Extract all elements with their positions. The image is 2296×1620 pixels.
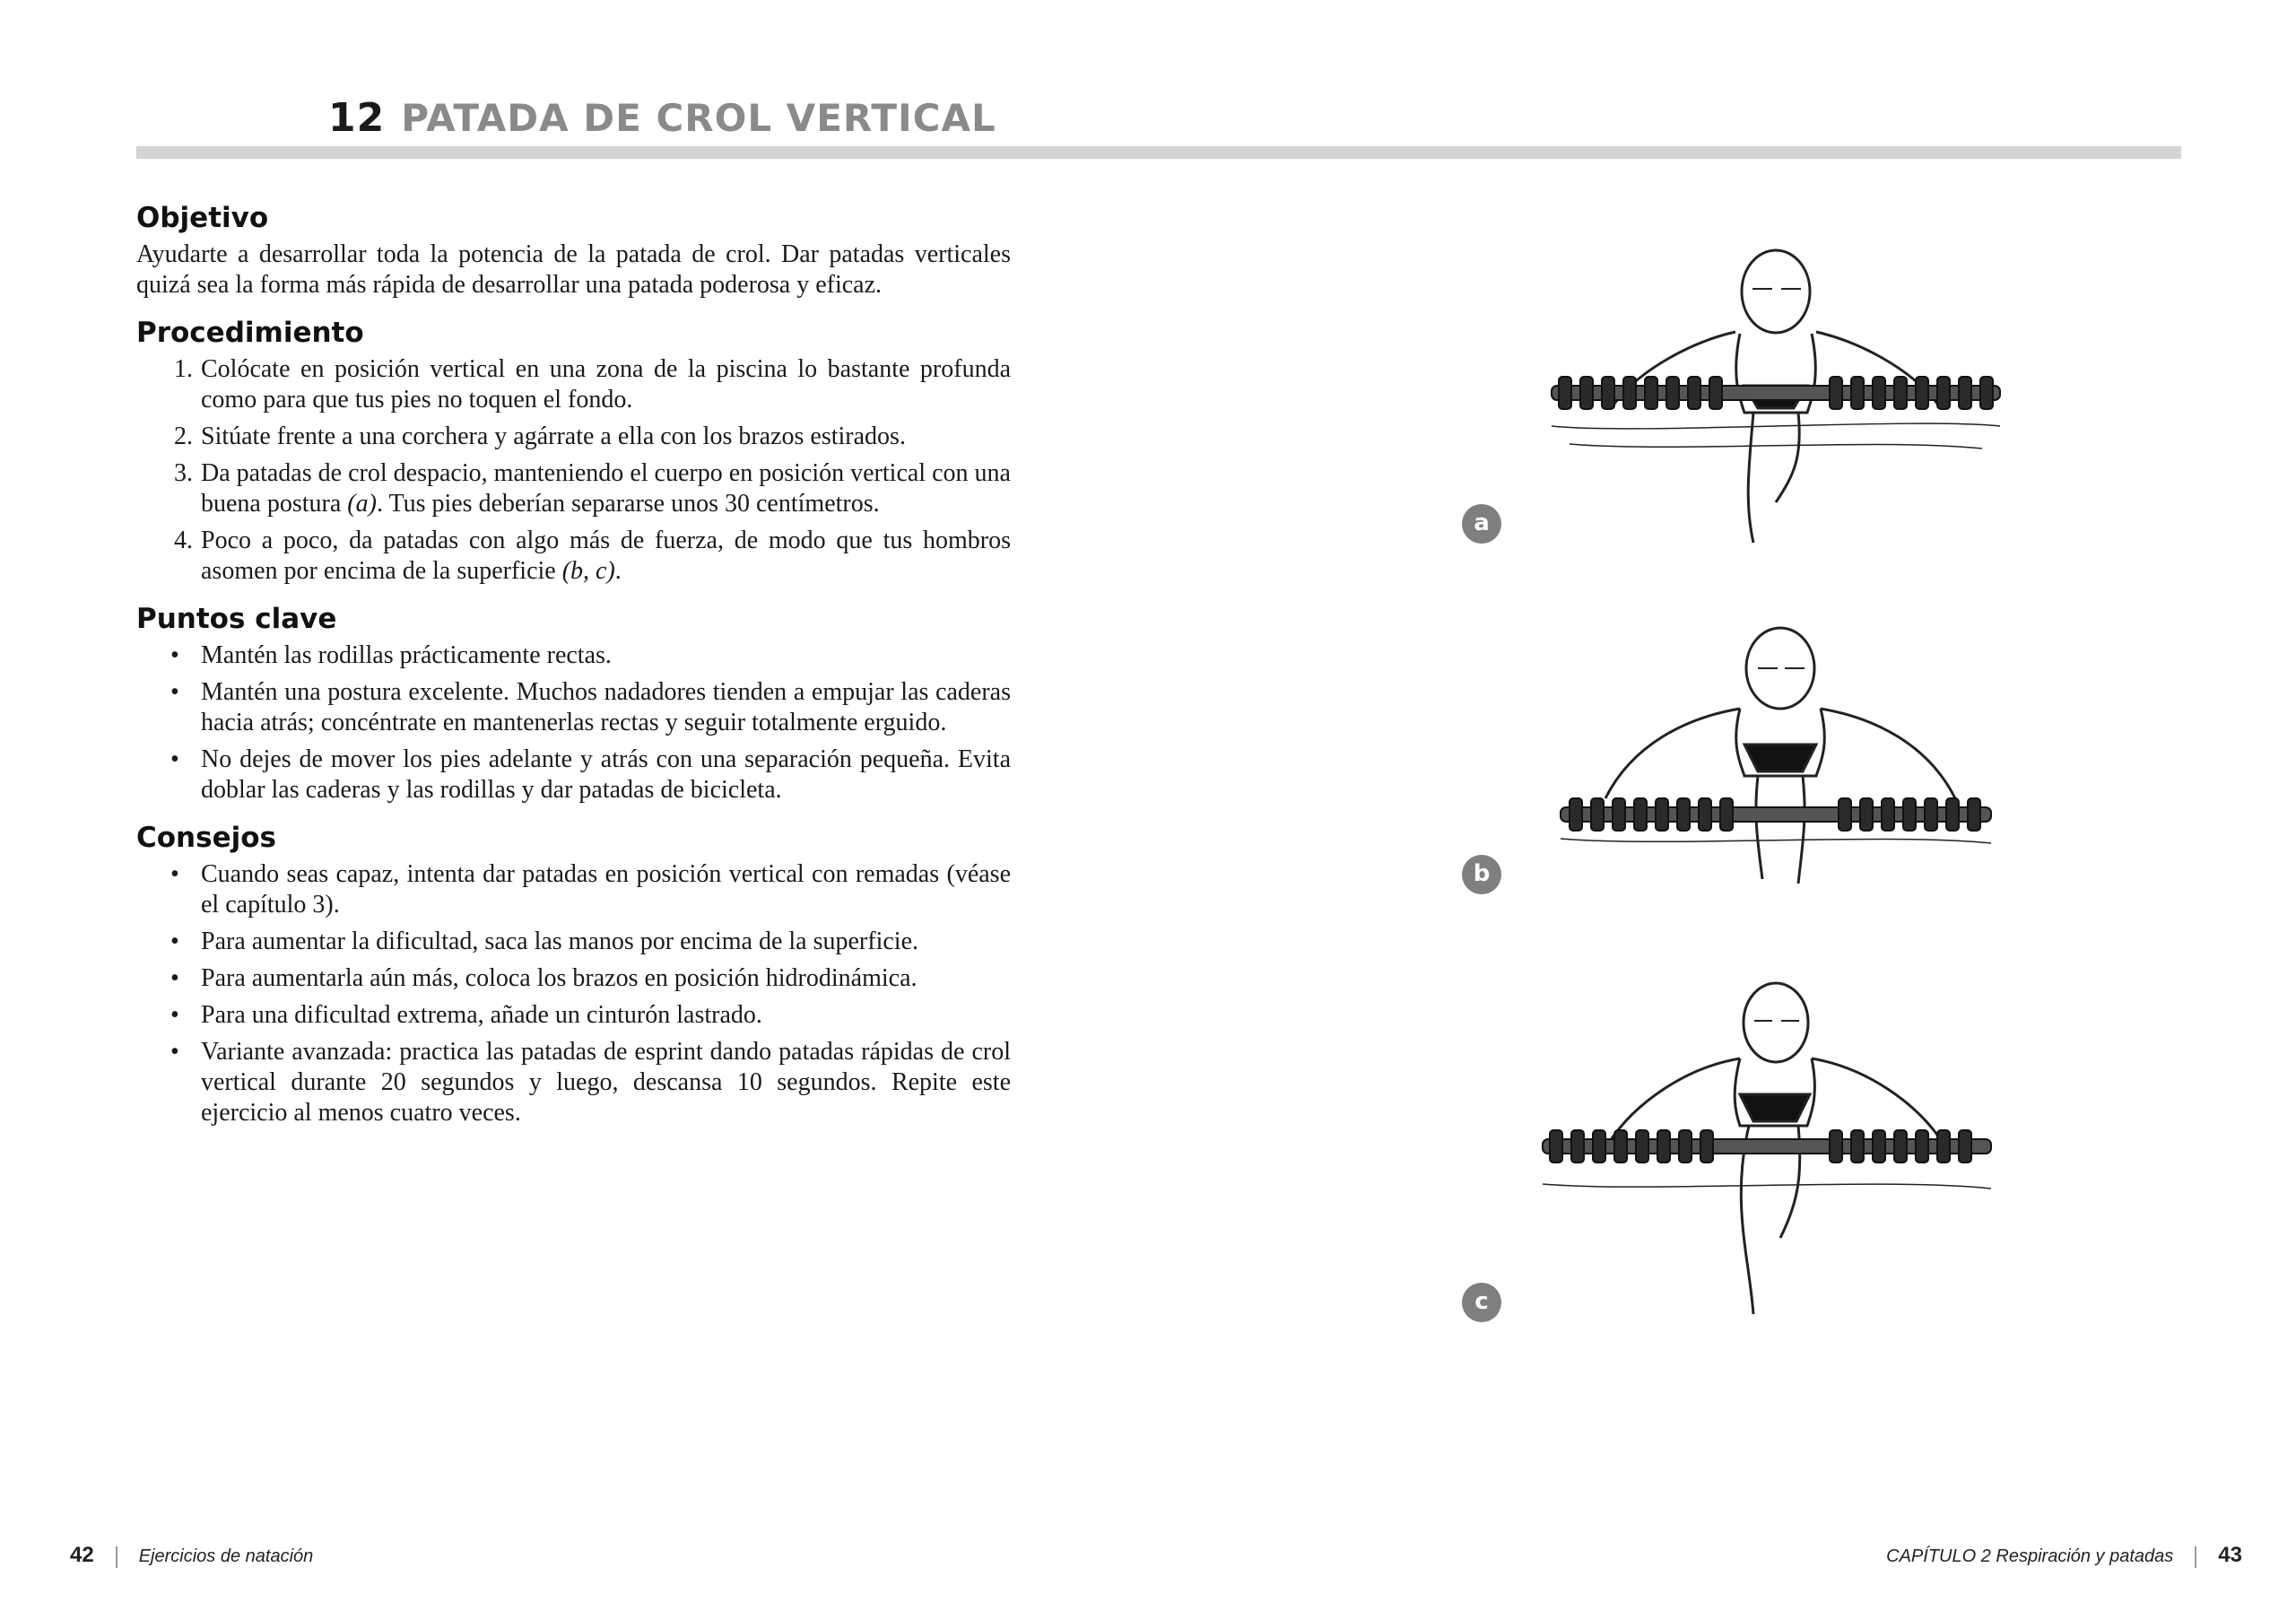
footer-separator xyxy=(116,1546,117,1568)
key-points-list xyxy=(136,640,1011,806)
step-number: 1. xyxy=(174,355,193,383)
swimmer-illustration-c xyxy=(1525,969,2009,1328)
tip-text: Para aumentar la dificultad, saca las manos por encima de la superficie. xyxy=(201,928,918,955)
bullet-icon: • xyxy=(170,964,179,992)
procedure-step xyxy=(136,458,1011,519)
figure-reference: (a) xyxy=(347,490,377,518)
tip-text: Variante avanzada: practica las patadas de esprint dando patadas rápidas de crol vertical durante 20 segundos y luego, descansa 10 segundos. Repite este ejercicio al menos cuatro veces. xyxy=(201,1038,1011,1127)
objetivo-text: Ayudarte a desarrollar toda la potencia de la patada de crol. Dar patadas verticales quizá sea la forma más rápida de desarrollar una patada poderosa y eficaz. xyxy=(136,240,1011,299)
key-point xyxy=(136,677,1011,738)
text-column xyxy=(136,202,1011,1145)
tip xyxy=(136,859,1011,920)
footer-left xyxy=(70,1543,313,1568)
step-text: Colócate en posición vertical en una zona de la piscina lo bastante profunda como para que tus pies no toquen el fondo. xyxy=(201,355,1011,414)
tip-text: Para una dificultad extrema, añade un cinturón lastrado. xyxy=(201,1001,762,1029)
drill-header xyxy=(328,95,996,141)
bullet-icon: • xyxy=(170,1038,179,1066)
page-number-left: 42 xyxy=(70,1543,94,1567)
bullet-icon: • xyxy=(170,678,179,706)
tip xyxy=(136,1000,1011,1031)
tip xyxy=(136,963,1011,994)
swimmer-illustration-b xyxy=(1534,619,2018,906)
step-text: Poco a poco, da patadas con algo más de fuerza, de modo que tus hombros asomen por encima de la superficie xyxy=(201,527,1011,585)
figure-label-c: c xyxy=(1462,1283,1501,1322)
heading-objetivo: Objetivo xyxy=(136,202,269,234)
step-text: Sitúate frente a una corchera y agárrate a ella con los brazos estirados. xyxy=(201,422,906,450)
tips-list xyxy=(136,859,1011,1128)
figure-reference: (b, c) xyxy=(561,557,615,585)
figure-label-a: a xyxy=(1462,504,1501,544)
bullet-icon: • xyxy=(170,641,179,669)
step-number: 2. xyxy=(174,422,193,450)
running-title-left: Ejercicios de natación xyxy=(138,1546,314,1566)
key-point-text: No dejes de mover los pies adelante y atrás con una separación pequeña. Evita doblar las caderas y las rodillas y dar patadas de bicicleta. xyxy=(201,745,1011,804)
figure-label-b: b xyxy=(1462,855,1501,894)
procedure-step xyxy=(136,422,1011,452)
drill-title: PATADA DE CROL VERTICAL xyxy=(401,96,996,140)
step-number: 4. xyxy=(174,527,193,554)
tip-text: Cuando seas capaz, intenta dar patadas en posición vertical con remadas (véase el capítulo 3). xyxy=(201,860,1011,919)
section-objetivo xyxy=(136,202,1011,300)
bullet-icon: • xyxy=(170,1001,179,1029)
procedure-step xyxy=(136,526,1011,587)
key-point-text: Mantén una postura excelente. Muchos nadadores tienden a empujar las caderas hacia atrás; concéntrate en mantenerlas rectas y seguir totalmente erguido. xyxy=(201,678,1011,736)
bullet-icon: • xyxy=(170,928,179,955)
key-point xyxy=(136,640,1011,671)
tip xyxy=(136,1037,1011,1128)
heading-procedimiento: Procedimiento xyxy=(136,317,364,349)
drill-number: 12 xyxy=(328,95,386,141)
header-rule xyxy=(136,146,2181,159)
procedure-list xyxy=(136,354,1011,587)
heading-puntos-clave: Puntos clave xyxy=(136,603,337,635)
procedure-step xyxy=(136,354,1011,415)
page-number-right: 43 xyxy=(2218,1543,2242,1567)
footer-separator xyxy=(2195,1546,2196,1568)
tip-text: Para aumentarla aún más, coloca los brazos en posición hidrodinámica. xyxy=(201,964,918,992)
step-text-end: . xyxy=(614,557,622,585)
step-number: 3. xyxy=(174,459,193,487)
bullet-icon: • xyxy=(170,745,179,773)
tip xyxy=(136,927,1011,957)
step-text-end: . Tus pies deberían separarse unos 30 centímetros. xyxy=(376,490,880,518)
section-puntos-clave xyxy=(136,603,1011,806)
swimmer-illustration-a xyxy=(1534,233,2018,556)
heading-consejos: Consejos xyxy=(136,822,276,854)
key-point-text: Mantén las rodillas prácticamente rectas. xyxy=(201,641,612,669)
key-point xyxy=(136,745,1011,806)
section-procedimiento xyxy=(136,317,1011,587)
step-text: Da patadas de crol despacio, manteniendo el cuerpo en posición vertical con una buena postura xyxy=(201,459,1011,518)
section-consejos xyxy=(136,822,1011,1128)
footer-right xyxy=(1886,1543,2242,1568)
bullet-icon: • xyxy=(170,860,179,888)
running-title-right: CAPÍTULO 2 Respiración y patadas xyxy=(1886,1546,2174,1566)
